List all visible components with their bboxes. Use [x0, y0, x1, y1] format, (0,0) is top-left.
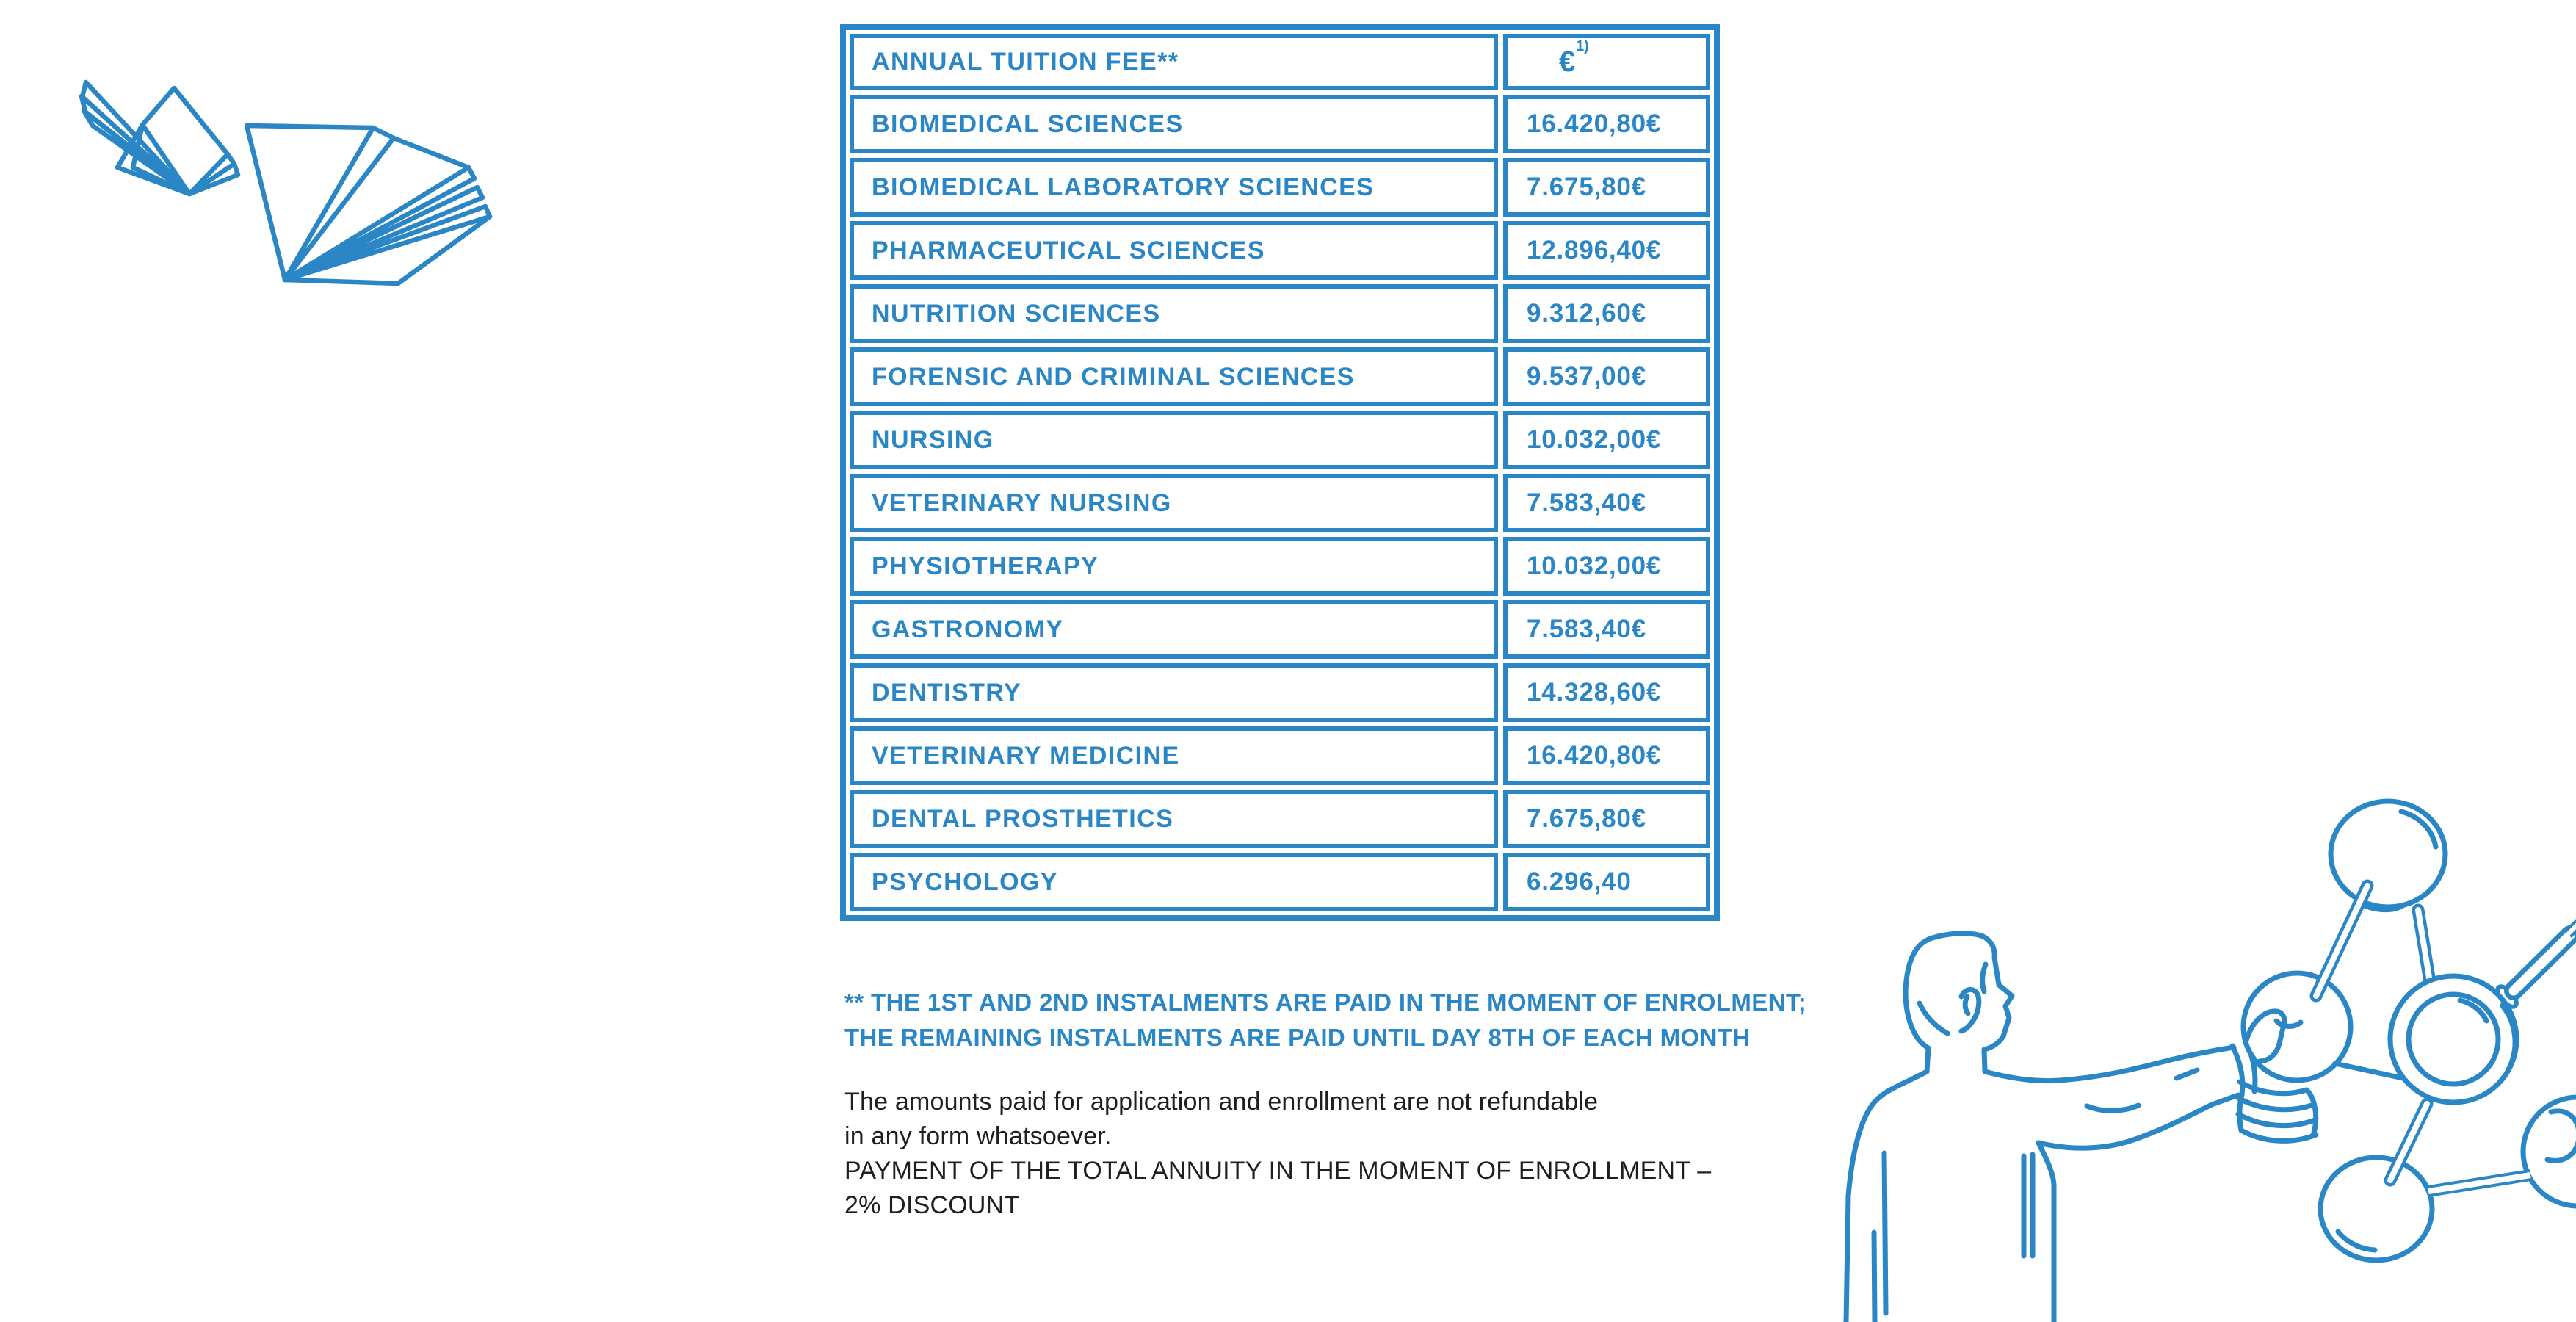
forearm-crease: [2087, 1105, 2138, 1110]
atom-sphere: [2331, 801, 2445, 907]
table-header-row: [850, 34, 1710, 90]
palm-edge: [2240, 1094, 2242, 1130]
bond-single: [2335, 1063, 2403, 1078]
cuff-line: [2246, 1042, 2255, 1091]
table-row: [850, 284, 1710, 343]
table-row: [850, 726, 1710, 785]
handle-collar: [2494, 983, 2520, 1010]
table-row: [850, 158, 1710, 217]
program-name: GASTRONOMY: [850, 600, 1498, 659]
note-line: The amounts paid for application and enrollment are not refundable: [844, 1088, 1599, 1116]
sphere-shade: [2276, 1021, 2301, 1026]
program-fee: 7.583,40€: [1503, 600, 1710, 659]
magnifier-icon: [2390, 891, 2576, 1102]
program-fee: 7.583,40€: [1503, 474, 1710, 532]
program-fee: 7.675,80€: [1503, 158, 1710, 217]
program-name: VETERINARY MEDICINE: [850, 726, 1498, 785]
open-book-icon: [247, 126, 490, 283]
program-name: BIOMEDICAL LABORATORY SCIENCES: [850, 158, 1498, 217]
program-name: NUTRITION SCIENCES: [850, 284, 1498, 343]
program-fee: 10.032,00€: [1503, 537, 1710, 596]
atom-sphere: [2243, 973, 2351, 1080]
program-name: FORENSIC AND CRIMINAL SCIENCES: [850, 347, 1498, 406]
finger-line: [2238, 1098, 2312, 1110]
hand: [2238, 1011, 2316, 1141]
magnifier-rim: [2390, 976, 2517, 1102]
cuff-line: [2232, 1046, 2243, 1094]
finger-edge: [2307, 1090, 2316, 1135]
note-line: THE REMAINING INSTALMENTS ARE PAID UNTIL DAY 8TH OF EACH MONTH: [844, 1024, 1751, 1051]
currency-footnote-marker: 1): [1576, 38, 1589, 54]
person-molecule-illustration: [1846, 801, 2576, 1322]
note-line: ** THE 1ST AND 2ND INSTALMENTS ARE PAID IN THE MOMENT OF ENROLMENT;: [844, 989, 1807, 1016]
table-row: [850, 411, 1710, 469]
table-row: [850, 663, 1710, 722]
books-illustration: [82, 82, 490, 283]
program-name: BIOMEDICAL SCIENCES: [850, 95, 1498, 153]
table-row: [850, 853, 1710, 911]
program-fee: 16.420,80€: [1503, 95, 1710, 153]
elbow-crease: [2177, 1070, 2197, 1078]
finger-line: [2241, 1130, 2316, 1141]
sphere-shade: [2359, 903, 2403, 910]
program-name: PHARMACEUTICAL SCIENCES: [850, 221, 1498, 280]
bond: [2428, 1175, 2530, 1191]
magnifier-lens: [2409, 994, 2498, 1084]
lens-highlight: [2460, 1000, 2486, 1021]
table-row: [850, 95, 1710, 153]
table-row: [850, 474, 1710, 532]
open-book-icon: [82, 82, 238, 194]
note-line: in any form whatsoever.: [844, 1122, 1112, 1150]
program-name: DENTAL PROSTHETICS: [850, 790, 1498, 848]
grip-detail: [2533, 945, 2550, 961]
molecule-icon: [2243, 801, 2576, 1260]
program-fee: 6.296,40: [1503, 853, 1710, 911]
program-fee: 12.896,40€: [1503, 221, 1710, 280]
table-row: [850, 537, 1710, 596]
tuition-fee-table: [840, 24, 1720, 921]
handle-grip: [2514, 935, 2570, 991]
table-header-currency: [1503, 34, 1710, 90]
rim-arc: [2502, 1005, 2515, 1069]
table-row: [850, 347, 1710, 406]
handle-shaft: [2568, 891, 2576, 934]
refund-note: [844, 1085, 2093, 1223]
program-fee: 7.675,80€: [1503, 790, 1710, 848]
table-row: [850, 600, 1710, 659]
finger-line: [2238, 1114, 2315, 1126]
program-name: PHYSIOTHERAPY: [850, 537, 1498, 596]
program-fee: 14.328,60€: [1503, 663, 1710, 722]
sphere-highlight: [2401, 812, 2436, 847]
program-fee: 9.312,60€: [1503, 284, 1710, 343]
program-name: DENTISTRY: [850, 663, 1498, 722]
atom-sphere: [2523, 1097, 2576, 1206]
table-row: [850, 221, 1710, 280]
sphere-shade: [2338, 1232, 2375, 1250]
table-row: [850, 790, 1710, 848]
installment-note: [844, 985, 2093, 1055]
thumb: [2246, 1011, 2284, 1061]
note-line: PAYMENT OF THE TOTAL ANNUITY IN THE MOMENT OF ENROLLMENT –: [844, 1157, 1712, 1185]
sphere-highlight: [2547, 1111, 2576, 1161]
program-fee: 9.537,00€: [1503, 347, 1710, 406]
program-name: VETERINARY NURSING: [850, 474, 1498, 532]
finger-line: [2240, 1082, 2307, 1094]
note-line: 2% DISCOUNT: [844, 1191, 1020, 1219]
atom-sphere: [2320, 1157, 2432, 1260]
program-fee: 10.032,00€: [1503, 411, 1710, 469]
euro-symbol: €: [1559, 46, 1577, 78]
table-header-program: ANNUAL TUITION FEE**: [850, 34, 1498, 90]
body-seam: [1874, 1232, 1875, 1322]
program-fee: 16.420,80€: [1503, 726, 1710, 785]
bond: [2390, 1104, 2427, 1180]
program-name: NURSING: [850, 411, 1498, 469]
bond: [2316, 886, 2367, 996]
program-name: PSYCHOLOGY: [850, 853, 1498, 911]
bond: [2418, 910, 2431, 986]
